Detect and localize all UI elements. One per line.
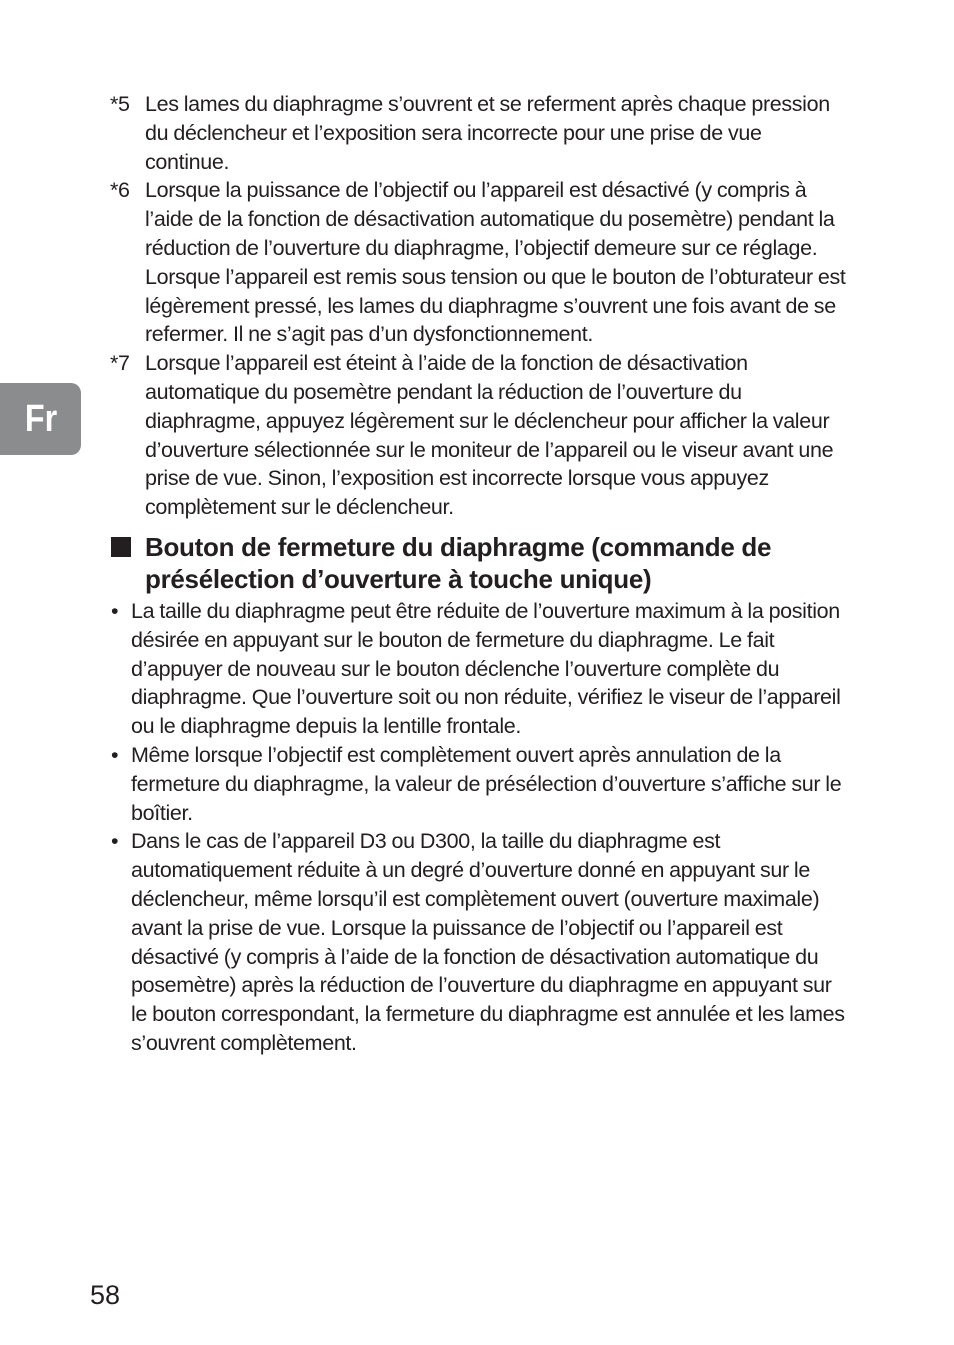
footnote-marker: *7 (110, 351, 130, 376)
list-item (110, 597, 850, 741)
square-bullet-icon (111, 537, 131, 557)
list-item-text: Même lorsque l’objectif est complètement ouvert après annulation de la fermeture du diaphragme, la valeur de présélection d’ouverture s’affiche sur le boîtier. (131, 742, 842, 825)
bullet-list (110, 597, 850, 1058)
footnote-marker: *5 (110, 92, 130, 116)
section-heading (110, 531, 850, 595)
footnote-6 (110, 176, 850, 349)
language-tab (0, 383, 81, 455)
list-item-text: Dans le cas de l’appareil D3 ou D300, la taille du diaphragme est automatiquement réduite à un degré d’ouverture donné en appuyant sur le déclencheur, même lorsqu’il est complètement ouvert (ouverture maximale) avant la prise de vue. Lorsque la puissance de l’objectif ou l’appareil est désactivé (y compris à l’aide de la fonction de désactivation automatique du posemètre) après la réduction de l’ouverture du diaphragme en appuyant sur le bouton correspondant, la fermeture du diaphragme est annulée et les lames s’ouvrent complètement. (131, 829, 845, 1055)
footnote-text: Lorsque l’appareil est éteint à l’aide de la fonction de désactivation automatique du posemètre pendant la réduction de l’ouverture du diaphragme, appuyez légèrement sur le déclencheur pour afficher la valeur d’ouverture sélectionnée sur le moniteur de l’appareil ou le viseur avant une prise de vue. Sinon, l’exposition est incorrecte lorsque vous appuyez complètement sur le déclencheur. (145, 351, 834, 520)
footnote-text: Les lames du diaphragme s’ouvrent et se referment après chaque pression du déclencheur et l’exposition sera incorrecte pour une prise de vue continue. (145, 92, 830, 174)
page-number: 58 (90, 1280, 121, 1310)
bullet-dot-icon: • (111, 598, 119, 623)
footnote-text: Lorsque la puissance de l’objectif ou l’appareil est désactivé (y compris à l’aide de la fonction de désactivation automatique du posemètre) pendant la réduction de l’ouverture du diaphragme, l’objectif demeure sur ce réglage. Lorsque l’appareil est remis sous tension ou que le bouton de l’obturateur est légèrement pressé, les lames du diaphragme s’ouvrent une fois avant de se refermer. Il ne s’agit pas d’un dysfonctionnement. (145, 178, 846, 347)
list-item (110, 741, 850, 827)
list-item-text: La taille du diaphragme peut être réduite de l’ouverture maximum à la position désirée en appuyant sur le bouton de fermeture du diaphragme. Le fait d’appuyer de nouveau sur le bouton déclenche l’ouverture complète du diaphragme. Que l’ouverture soit ou non réduite, vérifiez le viseur de l’appareil ou le diaphragme depuis la lentille frontale. (131, 598, 841, 739)
section-heading-text: Bouton de fermeture du diaphragme (commande de présélection d’ouverture à touche unique) (145, 531, 772, 594)
bullet-dot-icon: • (111, 829, 119, 854)
footnote-marker: *6 (110, 178, 130, 203)
page-content (110, 90, 850, 1058)
footnote-5 (110, 90, 850, 176)
bullet-dot-icon: • (111, 742, 119, 767)
footnote-7 (110, 349, 850, 522)
list-item (110, 827, 850, 1057)
language-tab-label: Fr (24, 397, 57, 440)
